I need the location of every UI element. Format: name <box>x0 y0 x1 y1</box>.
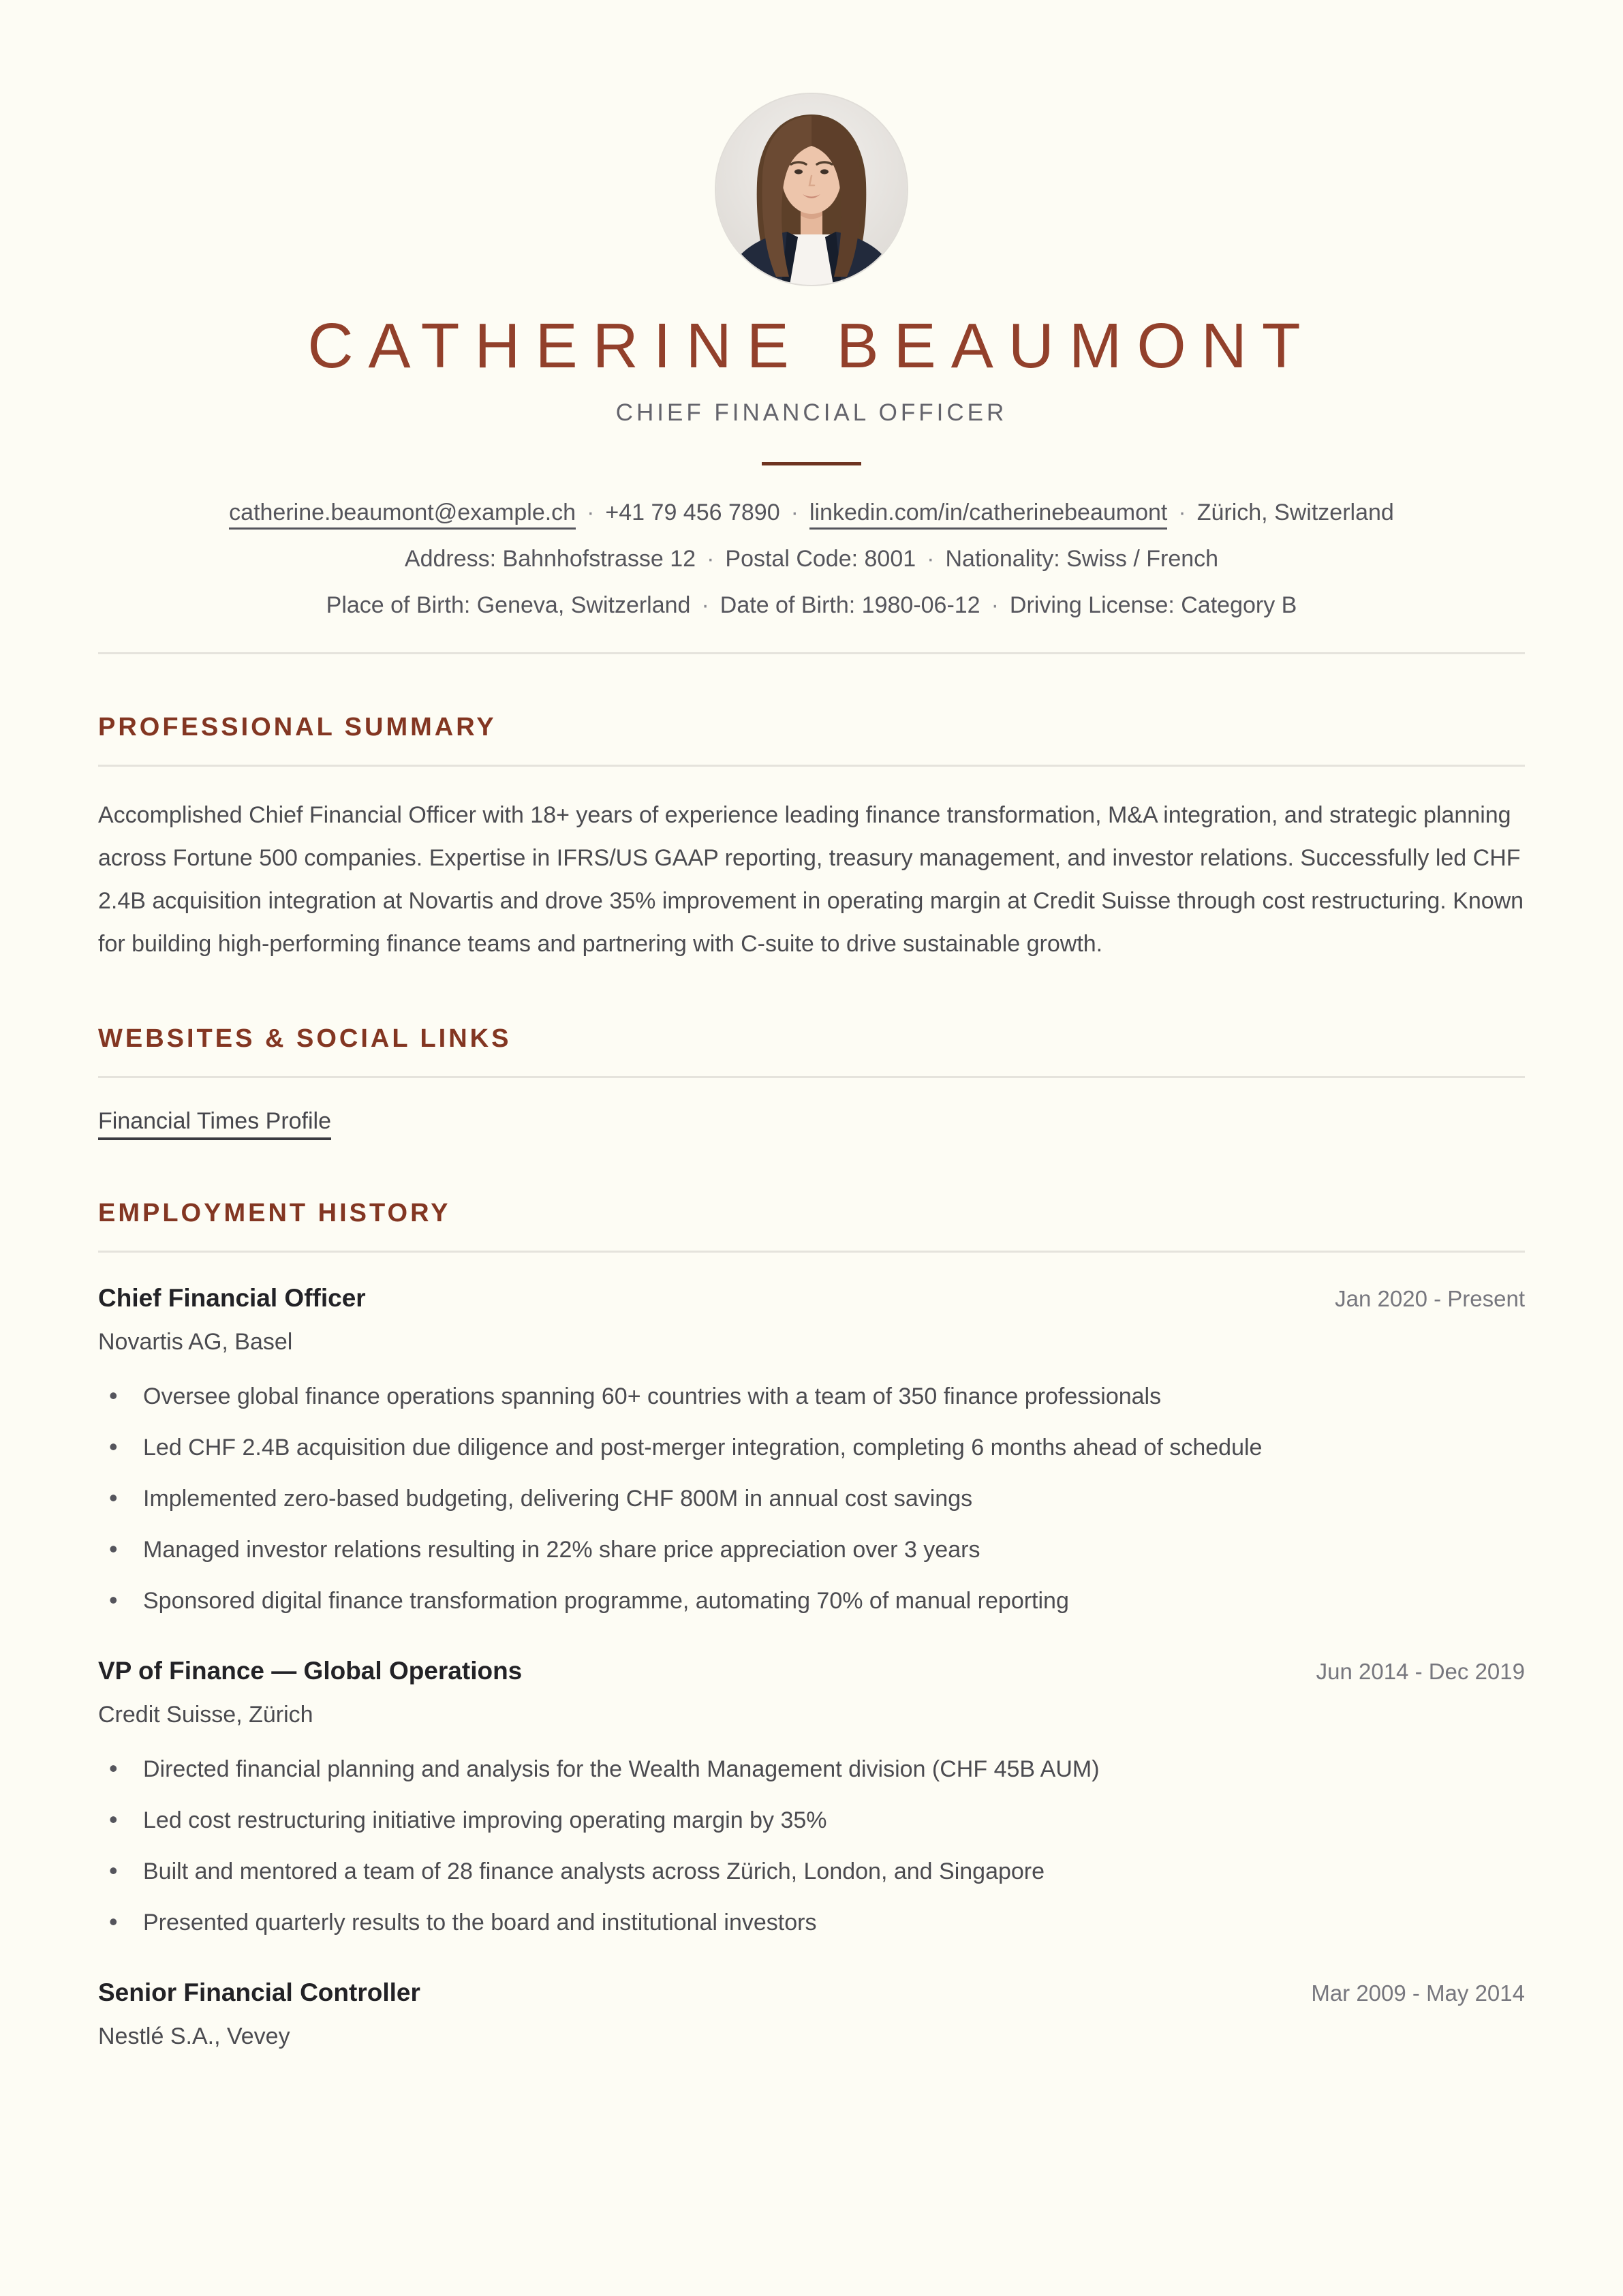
job-company: Credit Suisse, Zürich <box>98 1702 313 1728</box>
job-dates: Jun 2014 - Dec 2019 <box>1316 1659 1525 1684</box>
job-dates: Mar 2009 - May 2014 <box>1311 1980 1525 2006</box>
candidate-name: CATHERINE BEAUMONT <box>307 310 1316 381</box>
postal-code-text: Postal Code: 8001 <box>725 546 916 572</box>
personal-details-line-2 <box>98 590 1525 621</box>
job-entry-vp-credit-suisse <box>98 1655 1525 1939</box>
links-heading-divider <box>98 1076 1525 1078</box>
linkedin-link[interactable]: linkedin.com/in/catherinebeaumont <box>809 500 1167 530</box>
candidate-job-title: CHIEF FINANCIAL OFFICER <box>615 399 1008 426</box>
separator-dot: · <box>1178 500 1186 525</box>
job-title: VP of Finance — Global Operations <box>98 1657 523 1685</box>
address-text: Address: Bahnhofstrasse 12 <box>404 546 696 572</box>
job-bullet: • Sponsored digital finance transformation programme, automating 70% of manual reporting <box>98 1585 1525 1617</box>
summary-text: Accomplished Chief Financial Officer with 18+ years of experience leading finance transformation, M&A integration, and strategic planning across Fortune 500 companies. Expertise in IFRS/US GAAP reporting, treasury management, and investor relations. Successfully led CHF 2.4B acquisition integration at Novartis and drove 35% improvement in operating margin at Credit Suisse through cost restructuring. Known for building high-performing finance teams and partnering with C-suite to drive sustainable growth. <box>98 802 1524 957</box>
separator-dot: · <box>790 500 799 525</box>
accent-divider <box>762 462 861 465</box>
job-title: Senior Financial Controller <box>98 1978 420 2006</box>
job-bullet: • Oversee global finance operations spanning 60+ countries with a team of 350 finance professionals <box>98 1380 1525 1413</box>
job-bullet: • Led cost restructuring initiative improving operating margin by 35% <box>98 1804 1525 1837</box>
resume-header <box>98 93 1525 621</box>
links-heading: WEBSITES & SOCIAL LINKS <box>98 1024 512 1053</box>
driving-license-text: Driving License: Category B <box>1009 592 1297 618</box>
location-text: Zürich, Switzerland <box>1196 500 1394 525</box>
summary-heading: PROFESSIONAL SUMMARY <box>98 713 497 741</box>
job-bullet: • Managed investor relations resulting in 22% share price appreciation over 3 years <box>98 1533 1525 1566</box>
separator-dot: · <box>587 500 595 525</box>
job-bullet: • Implemented zero-based budgeting, delivering CHF 800M in annual cost savings <box>98 1482 1525 1515</box>
job-header <box>98 1283 1525 1314</box>
section-employment-history <box>98 1197 1525 2050</box>
job-header <box>98 1655 1525 1687</box>
employment-heading: EMPLOYMENT HISTORY <box>98 1199 451 1227</box>
job-company: Nestlé S.A., Vevey <box>98 2023 290 2049</box>
job-bullet-list <box>98 1753 1525 1939</box>
job-company: Novartis AG, Basel <box>98 1329 293 1355</box>
phone-number: +41 79 456 7890 <box>605 500 780 525</box>
portrait-illustration <box>716 94 907 285</box>
separator-dot: · <box>927 546 935 572</box>
job-bullet: • Directed financial planning and analysis for the Wealth Management division (CHF 45B AUM) <box>98 1753 1525 1786</box>
job-bullet-list <box>98 1380 1525 1617</box>
summary-heading-divider <box>98 765 1525 767</box>
job-entry-controller-nestle <box>98 1977 1525 2050</box>
birthdate-text: Date of Birth: 1980-06-12 <box>720 592 980 618</box>
personal-details-line-1 <box>98 543 1525 575</box>
section-professional-summary <box>98 711 1525 966</box>
job-bullet: • Presented quarterly results to the board and institutional investors <box>98 1906 1525 1939</box>
job-entry-cfo-novartis <box>98 1283 1525 1617</box>
birthplace-text: Place of Birth: Geneva, Switzerland <box>326 592 691 618</box>
separator-dot: · <box>707 546 715 572</box>
email-link[interactable]: catherine.beaumont@example.ch <box>229 500 576 530</box>
job-bullet: • Built and mentored a team of 28 finance analysts across Zürich, London, and Singapore <box>98 1855 1525 1888</box>
job-bullet: • Led CHF 2.4B acquisition due diligence and post-merger integration, completing 6 months ahead of schedule <box>98 1431 1525 1464</box>
separator-dot: · <box>991 592 999 618</box>
financial-times-profile-link[interactable]: Financial Times Profile <box>98 1108 331 1140</box>
section-websites-social-links <box>98 1023 1525 1140</box>
nationality-text: Nationality: Swiss / French <box>945 546 1219 572</box>
job-header <box>98 1977 1525 2008</box>
profile-photo <box>715 93 908 286</box>
separator-dot: · <box>701 592 709 618</box>
employment-heading-divider <box>98 1251 1525 1253</box>
job-title: Chief Financial Officer <box>98 1284 366 1312</box>
header-divider <box>98 652 1525 654</box>
contact-line <box>98 497 1525 528</box>
job-dates: Jan 2020 - Present <box>1335 1286 1525 1311</box>
